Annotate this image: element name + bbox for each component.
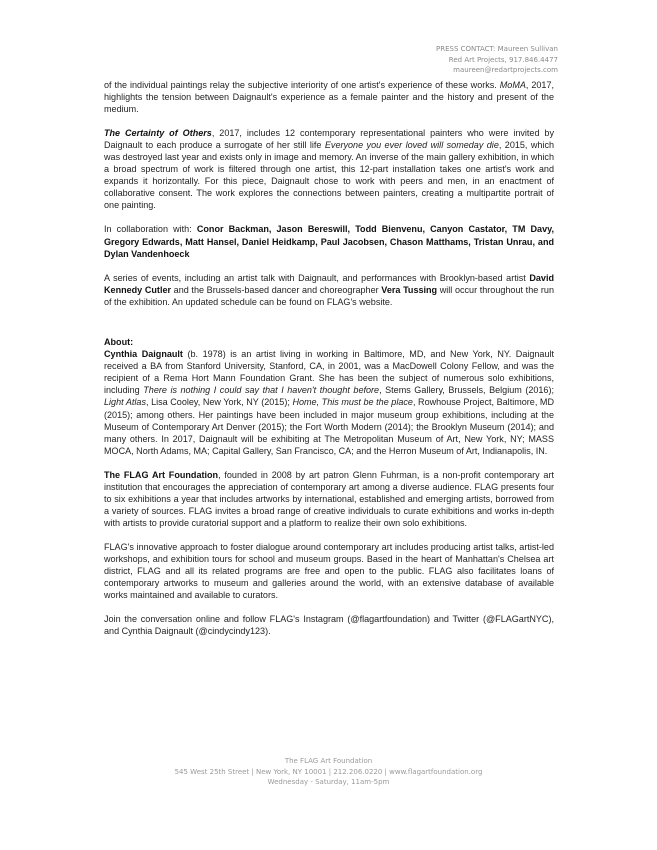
text: , Stems Gallery, Brussels, Belgium (2016); xyxy=(379,385,554,396)
work-title-everyone: Everyone you ever loved will someday die xyxy=(324,140,499,151)
work-title-certainty: The Certainty of Others xyxy=(104,128,212,139)
paragraph-about-artist xyxy=(104,348,554,456)
text: , 2017, includes 12 contemporary representational painters who were invited by Daignault to each produce a surrogate of her still life xyxy=(104,128,554,151)
text: of the individual paintings relay the subjective interiority of one artist's experience of these works. xyxy=(104,80,500,90)
paragraph-flag-approach: FLAG's innovative approach to foster dialogue around contemporary art includes producing artist talks, artist-led workshops, and exhibition tours for school and museum groups. Based in the heart of Manhattan's Chelsea art district, FLAG and all its related programs are free and open to the public. FLAG also facilitates loans of contemporary artworks to museum and galleries around the world, with an extensive database of available works maintained and available to curators. xyxy=(104,541,554,601)
work-title-moma: MoMA xyxy=(499,80,526,90)
text: , 2015, which was destroyed last year and exists only in image and memory. An inverse of the main gallery exhibition, in which a broad spectrum of work is filtered through one artist, this 12-part installation takes one artist's work and expands it horizontally. For this piece, Daignault chose to work with peers and men, in an enactment of collaborative consent. The work explores the connections between painters, creating a multipartite portrait of one painting. xyxy=(104,140,555,211)
exhibition-title-2: Light Atlas xyxy=(104,397,146,408)
artist-name-cutler: David Kennedy Cutler xyxy=(104,273,554,296)
paragraph-events xyxy=(104,272,554,308)
artist-name-daignault: Cynthia Daignault xyxy=(104,349,183,360)
text: , 2017, highlights the tension between Daignault's experience as a female painter and the history and present of the medium. xyxy=(104,80,554,115)
text: (b. 1978) is an artist living in working in Baltimore, MD, and New York, NY. Daignault received a BA from Stanford University, Stanford, CA, in 2001, was a MacDowell Colony Fellow, and was the recipient of a Rema Hort Mann Foundation Grant. She has been the subject of numerous solo exhibitions, including xyxy=(104,349,555,396)
about-heading: About: xyxy=(104,337,134,348)
text: will occur throughout the run of the exhibition. An updated schedule can be found on FLAG's website. xyxy=(104,285,554,308)
text: and the Brussels-based dancer and choreographer xyxy=(171,285,382,296)
exhibition-title-3: Home, This must be the place xyxy=(292,397,413,408)
text: , Rowhouse Project, Baltimore, MD (2015); among others. Her paintings have been included in major museum group exhibitions, including at the Museum of Contemporary Art Denver (2015); the Fort Worth Modern (2014); the Brooklyn Museum (2014); and many others. In 2017, Daignault will be exhibiting at The Metropolitan Museum of Art, New York, NY; MASS MOCA, North Adams, MA; Capital Gallery, San Francisco, CA; and the Herron Museum of Art, Indianapolis, IN. xyxy=(104,397,554,456)
paragraph-moma xyxy=(104,79,554,115)
artist-name-tussing: Vera Tussing xyxy=(381,285,438,296)
footer-hours: Wednesday - Saturday, 11am-5pm xyxy=(267,778,390,786)
footer-address: 545 West 25th Street | New York, NY 10001 | 212.206.0220 | www.flagartfoundation.org xyxy=(174,767,483,776)
footer xyxy=(0,756,657,788)
text: , Lisa Cooley, New York, NY (2015); xyxy=(145,397,293,408)
paragraph-collaborators xyxy=(104,223,554,259)
paragraph-social: Join the conversation online and follow FLAG's Instagram (@flagartfoundation) and Twitter (@FLAGartNYC), and Cynthia Daignault (@cindycindy123). xyxy=(104,614,554,637)
collaborator-names: Conor Backman, Jason Bereswill, Todd Bienvenu, Canyon Castator, TM Davy, Gregory Edwards, Matt Hansel, Daniel Heidkamp, Paul Jacobsen, Chason Matthams, Tristan Unrau, and Dylan Vandenhoeck xyxy=(104,224,554,259)
footer-org-name: The FLAG Art Foundation xyxy=(284,757,373,765)
press-contact-agency: Red Art Projects, 917.846.4477 xyxy=(448,55,558,64)
press-contact-name: PRESS CONTACT: Maureen Sullivan xyxy=(436,45,558,53)
paragraph-about-flag xyxy=(104,469,554,529)
foundation-name: The FLAG Art Foundation xyxy=(104,469,219,480)
paragraph-certainty-of-others xyxy=(104,127,554,211)
document-body xyxy=(104,79,554,649)
exhibition-title-1: There is nothing I could say that I haven't thought before xyxy=(143,385,380,396)
text: In collaboration with: xyxy=(104,224,197,235)
text: , founded in 2008 by art patron Glenn Fuhrman, is a non-profit contemporary art institution that encourages the appreciation of contemporary art among a diverse audience. FLAG presents four to six exhibitions a year that includes artworks by international, established and emerging artists, borrowed from a variety of sources. FLAG invites a broad range of creative individuals to curate exhibitions and works in-depth with artists to provide curatorial support and a platform to realize their own solo exhibitions. xyxy=(104,469,554,528)
press-contact-email: maureen@redartprojects.com xyxy=(453,66,558,74)
text: A series of events, including an artist talk with Daignault, and performances with Brooklyn-based artist xyxy=(104,273,530,284)
press-contact-block xyxy=(298,44,558,76)
